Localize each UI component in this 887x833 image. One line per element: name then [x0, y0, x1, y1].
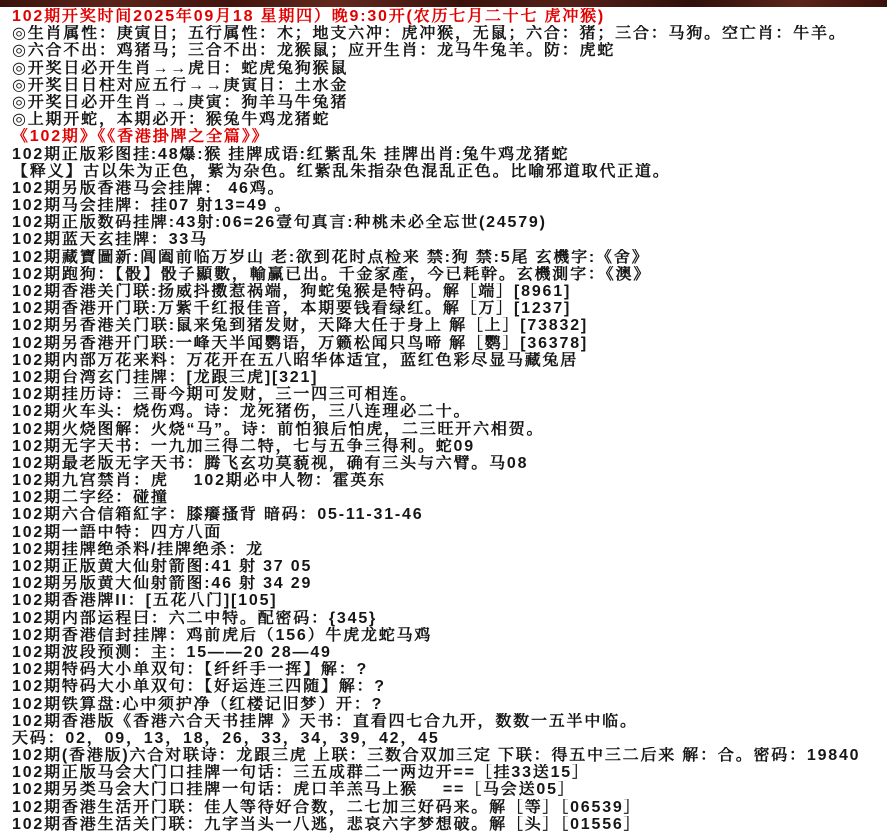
tip-line: 102期铁算盘:心中须护净（红楼记旧梦）开：? [12, 695, 384, 713]
tip-line: 102期香港版《香港六合天书挂牌 》天书：直看四七合九开，数数一五半中临。 [12, 712, 638, 730]
tip-line: 102期正版彩图挂:48爆:猴 挂牌成语:红紫乱朱 挂牌出肖:兔牛鸡龙猪蛇 [12, 145, 570, 163]
tip-line: 102期挂历诗：三哥今期可发财，三一四三可相连。 [12, 386, 418, 404]
tip-line: 102期香港生活开门联：佳人等待好合数，二七加三好码来。解［等］［06539］ [12, 798, 642, 816]
tip-line: 102期九宫禁肖：虎 102期必中人物：霍英东 [12, 472, 386, 490]
tip-line: 102期二字经：碰撞 [12, 489, 169, 507]
tip-line: 102期另版黄大仙射箭图:46 射 34 29 [12, 575, 313, 593]
tip-line: 102期正版马会大门口挂牌一句话：三五成群二一两边开==［挂33送15］ [12, 764, 590, 782]
tip-line: 102期一語中特：四方八面 [12, 523, 223, 541]
tip-line: 102期六合信箱紅字：膝癢搔背 暗码：05-11-31-46 [12, 506, 424, 524]
tip-line: 102期另香港开门联:一峰天半闻鹦语，万籁松闻只鸟啼 解［鹦］[36378] [12, 334, 589, 352]
tip-line: ◎开奖日必开生肖→→庚寅：狗羊马牛兔猪 [12, 93, 349, 111]
tip-line: ◎生肖属性：庚寅日；五行属性：木；地支六冲：虎冲猴，无鼠；六合：猪；三合：马狗。空亡肖：牛羊。 [12, 25, 847, 43]
tip-line: 102期香港关门联:扬威抖擞惹祸端，狗蛇兔猴是特码。解［端］[8961] [12, 283, 572, 300]
tip-line: 102期香港开门联:万紫千红报佳音，本期要钱看绿红。解［万］[1237] [12, 300, 572, 318]
tip-line: 102期香港信封挂牌：鸡前虎后（156）牛虎龙蛇马鸡 [12, 626, 433, 644]
tip-line: 102期另版香港马会挂牌： 46鸡。 [12, 179, 286, 197]
tip-line: 102期火烧图解：火烧“马”。诗：前怕狼后怕虎，二三旺开六相贺。 [12, 420, 545, 438]
tip-line: ◎上期开蛇，本期必开：猴兔牛鸡龙猪蛇 [12, 111, 331, 129]
tip-line: 天码：02，09，13，18，26，33，34，39，42，45 [12, 729, 440, 747]
tip-line: ◎开奖日必开生肖→→虎日：蛇虎兔狗猴鼠 [12, 59, 349, 77]
lottery-tips-page [0, 7, 887, 833]
tip-line: 102期正版数码挂牌:43射:06=26壹句真言:种桃未必全忘世(24579) [12, 214, 547, 232]
tip-line: 《102期》《《香港掛牌之全篇》》 [12, 128, 270, 146]
tip-line: ◎六合不出：鸡猪马；三合不出：龙猴鼠；应开生肖：龙马牛兔羊。防：虎蛇 [12, 42, 616, 60]
tip-line: 102期香港牌II：[五花八门][105] [12, 592, 278, 610]
tip-line: 102期台湾玄门挂牌：[龙跟三虎][321] [12, 368, 319, 386]
tip-line: 102期最老版无字天书：腾飞玄功莫藐视，确有三头与六臂。马08 [12, 454, 529, 472]
tip-line: 102期挂牌绝杀料/挂牌绝杀：龙 [12, 540, 264, 558]
tip-line: 102期特码大小单双句：【纤纤手一挥】解：? [12, 661, 369, 679]
tip-line: 102期藏寶圖新:阊阖前临万岁山 老:欲到花时点检来 禁:狗 禁:5尾 玄機字:《舍》 [12, 248, 650, 266]
tip-line: 102期正版黄大仙射箭图:41 射 37 05 [12, 558, 313, 575]
tip-line: 102期另香港关门联:鼠来兔到猪发财，天降大任于身上 解［上］[73832] [12, 317, 589, 335]
tip-line: 102期内部运程曰：六二中特。配密码：{345} [12, 609, 378, 627]
tip-line: 102期内部万花来料：万花开在五八昭华体适宜，蓝红色彩尽显马藏兔居 [12, 351, 579, 369]
tip-line: 【释义】古以朱为正色，紫为杂色。红紫乱朱指杂色混乱正色。比喻邪道取代正道。 [12, 162, 671, 180]
tip-line: 102期特码大小单双句：【好运连三四随】解：? [12, 678, 386, 696]
tip-line: 102期(香港版)六合对联诗：龙跟三虎 上联：三数合双加三定 下联：得五中三二后来 解：合。密码：19840 [12, 747, 861, 765]
tip-line: 102期无字天书：一九加三得二特，七与五争三得利。蛇09 [12, 437, 475, 455]
tip-line: 102期另类马会大门口挂牌一句话：虎口羊羔马上猴 ==［马会送05］ [12, 781, 576, 799]
tip-line: 102期蓝天玄挂牌：33马 [12, 231, 208, 249]
tip-line: 102期马会挂牌：挂07 射13=49 。 [12, 197, 293, 215]
tip-line: 102期跑狗：【骰】骰子顯數，輸赢已出。千金家產，今已耗幹。玄機測字：《澳》 [12, 265, 652, 283]
tip-line: 102期波段预测：主：15——20 28—49 [12, 643, 332, 661]
tip-line: 102期火车头：烧伤鸡。诗：龙死猪伤，三八连理必二十。 [12, 403, 472, 421]
decorative-top-border [0, 0, 887, 7]
tip-line: ◎开奖日日柱对应五行→→庚寅日：土水金 [12, 76, 349, 94]
tip-line: 102期香港生活关门联：九字当头一八逃，悲哀六字梦想破。解［头］［01556］ [12, 815, 642, 833]
draw-time-header-line: 102期开奖时间2025年09月18 星期四）晚9:30开(农历七月二十七 虎冲猴) [12, 8, 606, 25]
